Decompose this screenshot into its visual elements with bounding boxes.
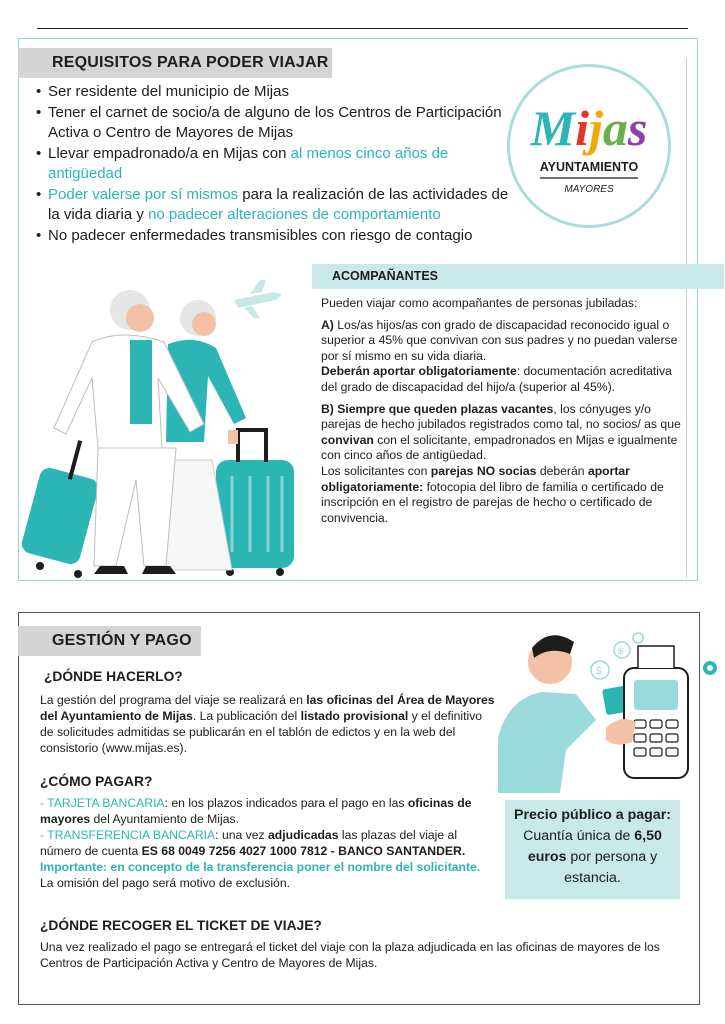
price-title: Precio público a pagar: (514, 807, 671, 823)
requirement-item (36, 185, 516, 226)
mijas-logo (507, 64, 671, 228)
gear-icon (703, 661, 717, 675)
requirement-highlight: no padecer alteraciones de comportamiento (148, 206, 441, 223)
suitcase-left (20, 440, 101, 578)
payment-header: GESTIÓN Y PAGO (18, 626, 201, 656)
requirements-header: REQUISITOS PARA PODER VIAJAR (18, 48, 332, 78)
requirement-text: No padecer enfermedades transmisibles con riesgo de contagio (48, 226, 473, 244)
requirement-item (36, 82, 516, 103)
requirement-item (36, 226, 516, 247)
payment-illustration (488, 628, 720, 793)
logo-brand: Mijas (530, 100, 648, 156)
requirement-text: para la realización de las actividades de la vida diaria y (48, 185, 509, 223)
how-pay-paragraph: - TARJETA BANCARIA: en los plazos indicados para el pago en las oficinas de mayores del Ayuntamiento de Mijas. - TRANSFERENCIA BANCARIA: una vez adjudicadas las plazas del viaje al número de cuenta ES 68 0049 7256 4027 1000 7812 - BANCO SANTANDER. Importante: en concepto de la transferencia poner el nombre del solicitante. La omisión del pago será motivo de exclusión. (40, 796, 481, 890)
acompanantes-body (321, 296, 686, 532)
acompanantes-a: A) Los/as hijos/as con grado de discapacidad reconocido igual o superior a 45% que convivan con sus padres y no puedan valerse por sí mismo en su vida diaria. Deberán aportar obligatoriamente: documentación acreditativa del grado de discapacidad del hijo/a (superior al 45%). (321, 317, 678, 394)
where-paragraph: La gestión del programa del viaje se realizará en las oficinas del Área de Mayores del Ayuntamiento de Mijas. La publicación del listado provisional y el definitivo de solicitudes admitidas se publicarán en el tablón de edictos y en la web del consistorio (www.mijas.es). (40, 693, 495, 755)
top-rule (37, 28, 688, 29)
acompanantes-intro: Pueden viajar como acompañantes de personas jubiladas: (321, 296, 638, 310)
requirement-text: Llevar empadronado/a en Mijas con (48, 144, 291, 162)
price-box (505, 800, 680, 899)
acompanantes-b: B) Siempre que queden plazas vacantes, los cónyuges y/o parejas de hecho jubilados registrados como tal, no socios/ as que convivan con el solicitante, empadronados en Mijas e igualmente con cinco años de antigüedad. (321, 401, 681, 463)
acompanantes-c: Los solicitantes con parejas NO socias deberán aportar obligatoriamente: fotocopia del libro de familia o certificado de inscripción en el registro de parejas de hecho o certificado de convivencia. (321, 463, 664, 525)
ticket-heading: ¿DÓNDE RECOGER EL TICKET DE VIAJE? (40, 918, 322, 933)
acompanantes-title: ACOMPAÑANTES (332, 269, 439, 283)
price-line: Cuantía única de 6,50 (523, 828, 662, 844)
requirement-item (36, 144, 516, 185)
logo-line2: MAYORES (564, 184, 614, 195)
svg-text:$: $ (618, 646, 624, 656)
where-heading: ¿DÓNDE HACERLO? (44, 669, 183, 684)
requirement-text: Ser residente del municipio de Mijas (48, 83, 289, 100)
svg-text:$: $ (596, 666, 602, 677)
price-line-2: euros por persona y estancia. (527, 849, 658, 886)
ticket-paragraph: Una vez realizado el pago se entregará el ticket del viaje con la plaza adjudicada en las oficinas de mayores de los Centros de Participación Activa y Centro de Mayores de Mijas. (40, 940, 660, 970)
how-pay-heading: ¿CÓMO PAGAR? (40, 774, 153, 789)
requirement-highlight: al menos cinco años de antigüedad (48, 144, 449, 182)
airplane-icon (234, 280, 282, 318)
requirement-highlight: Poder valerse por sí mismos (48, 185, 239, 203)
requirements-list (36, 82, 516, 246)
panel-divider (686, 58, 687, 578)
travelers-illustration (18, 280, 318, 580)
requirement-text: Tener el carnet de socio/a de alguno de los Centros de Participación Activa o Centro de Mayores de Mijas (48, 103, 502, 141)
logo-line1: AYUNTAMIENTO (539, 160, 639, 174)
requirement-item (36, 103, 516, 144)
